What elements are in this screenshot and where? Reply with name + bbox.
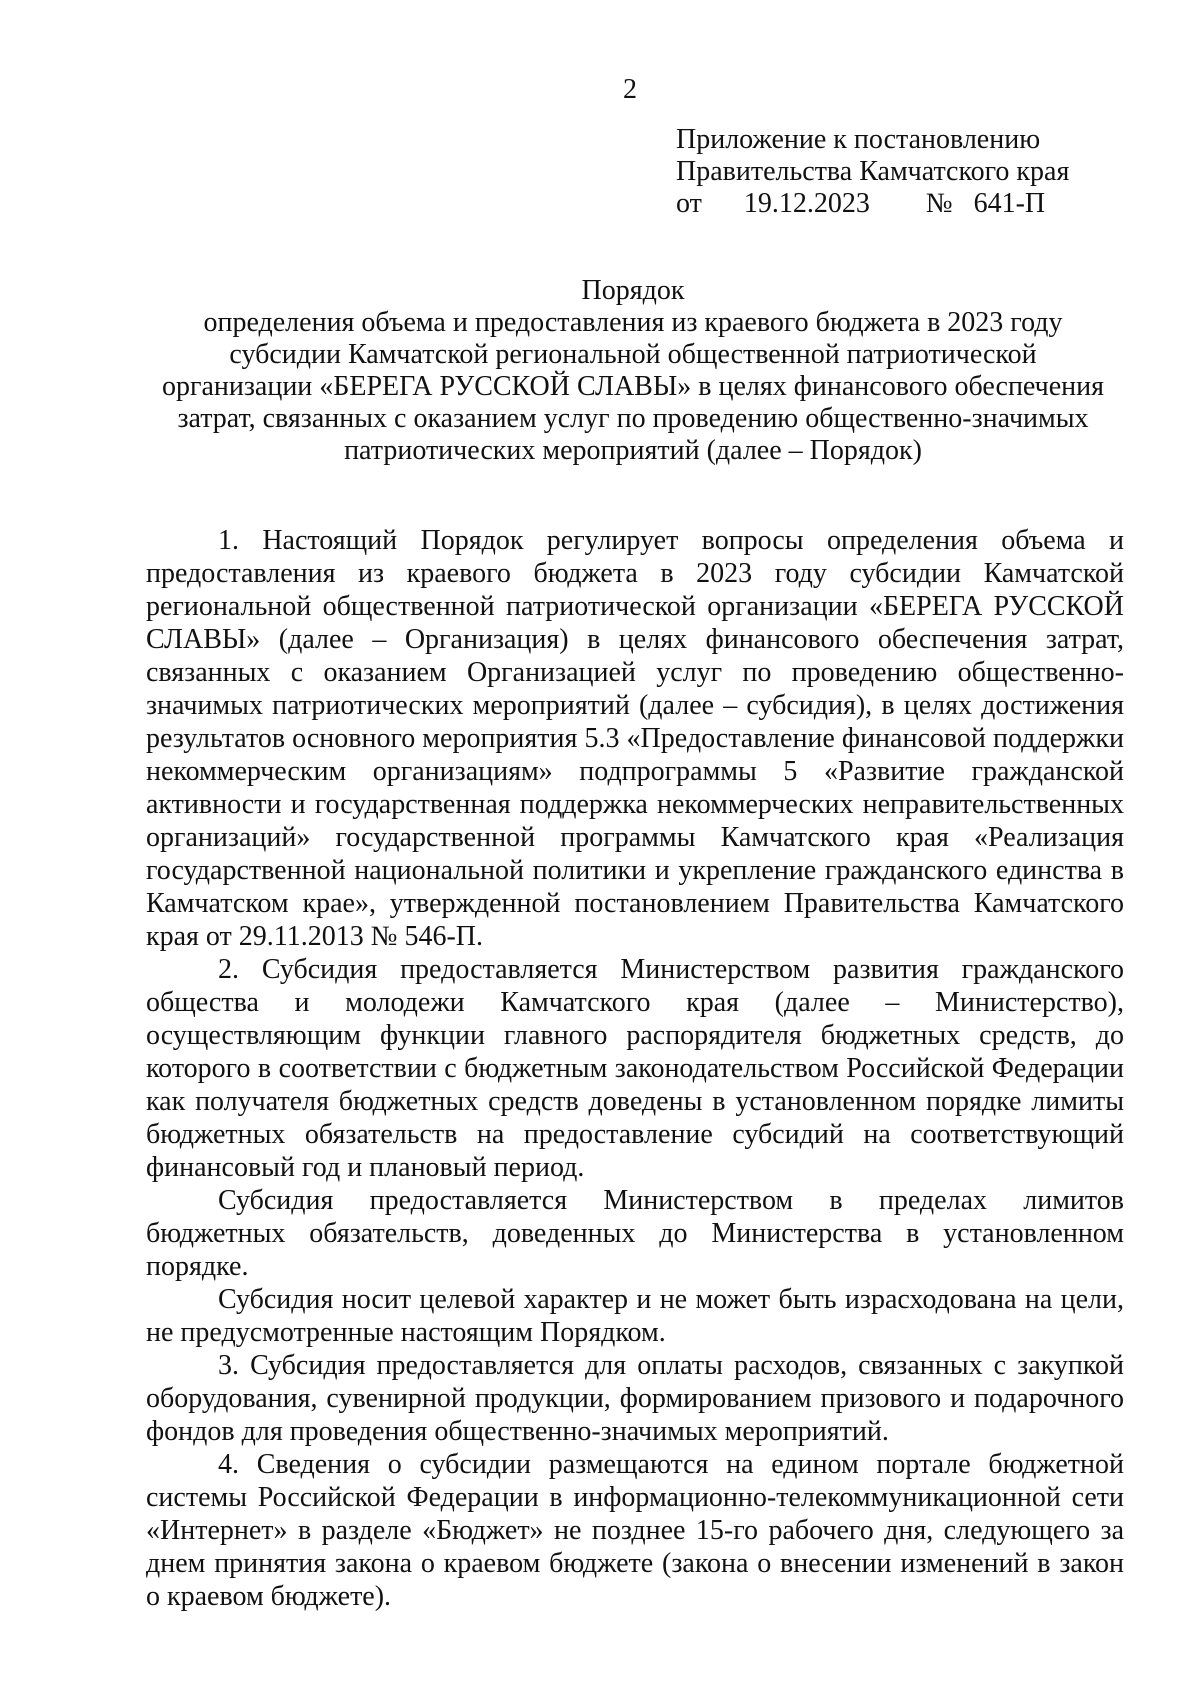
- title-line-1: определения объема и предоставления из краевого бюджета в 2023 году: [203, 307, 1063, 338]
- paragraph-2-purpose: Субсидия носит целевой характер и не может быть израсходована на цели, не предусмотренные настоящим Порядком.: [146, 1284, 1124, 1348]
- document-title: [146, 275, 1120, 467]
- title-line-3: организации «БЕРЕГА РУССКОЙ СЛАВЫ» в целях финансового обеспечения: [161, 371, 1105, 402]
- resolution-number: 641-П: [973, 188, 1046, 219]
- paragraph-2: 2. Субсидия предоставляется Министерством развития гражданского общества и молодежи Камчатского края (далее – Министерство), осуществляющим функции главного распорядителя бюджетных средств, до которого в соответствии с бюджетным законодательством Российской Федерации как получателя бюджетных средств доведены в установленном порядке лимиты бюджетных обязательств на предоставление субсидий на соответствующий финансовый год и плановый период.: [146, 954, 1124, 1183]
- date-prefix: от: [676, 188, 702, 219]
- title-heading: Порядок: [581, 275, 685, 306]
- appendix-line-2: Правительства Камчатского края: [676, 156, 1070, 187]
- appendix-date-line: [676, 188, 1156, 220]
- appendix-line-1: Приложение к постановлению: [676, 124, 1041, 155]
- paragraph-1: 1. Настоящий Порядок регулирует вопросы определения объема и предоставления из краевого бюджета в 2023 году субсидии Камчатской региональной общественной патриотической организации «БЕРЕГА РУССКОЙ СЛАВЫ» (далее – Организация) в целях финансового обеспечения затрат, связанных с оказанием Организацией услуг по проведению общественно-значимых патриотических мероприятий (далее – субсидия), в целях достижения результатов основного мероприятия 5.3 «Предоставление финансовой поддержки некоммерческим организациям» подпрограммы 5 «Развитие гражданской активности и государственная поддержка некоммерческих неправительственных организаций» государственной программы Камчатского края «Реализация государственной национальной политики и укрепление гражданского единства в Камчатском крае», утвержденной постановлением Правительства Камчатского края от 29.11.2013 № 546-П.: [146, 525, 1124, 952]
- title-line-5: патриотических мероприятий (далее – Порядок): [344, 435, 922, 466]
- paragraph-3: 3. Субсидия предоставляется для оплаты расходов, связанных с закупкой оборудования, сувенирной продукции, формированием призового и подарочного фондов для проведения общественно-значимых мероприятий.: [146, 1350, 1124, 1447]
- title-line-4: затрат, связанных с оказанием услуг по проведению общественно-значимых: [177, 403, 1089, 434]
- title-line-2: субсидии Камчатской региональной общественной патриотической: [229, 339, 1037, 370]
- number-sign: №: [925, 188, 953, 219]
- paragraph-4: 4. Сведения о субсидии размещаются на едином портале бюджетной системы Российской Федерации в информационно-телекоммуникационной сети «Интернет» в разделе «Бюджет» не позднее 15-го рабочего дня, следующего за днем принятия закона о краевом бюджете (закона о внесении изменений в закон о краевом бюджете).: [146, 1449, 1124, 1612]
- paragraph-2-limits: Субсидия предоставляется Министерством в пределах лимитов бюджетных обязательств, доведенных до Министерства в установленном порядке.: [146, 1185, 1124, 1282]
- document-body: [146, 524, 1124, 1613]
- appendix-header: [676, 124, 1156, 220]
- page-number: 2: [623, 74, 637, 105]
- resolution-date: 19.12.2023: [743, 188, 870, 219]
